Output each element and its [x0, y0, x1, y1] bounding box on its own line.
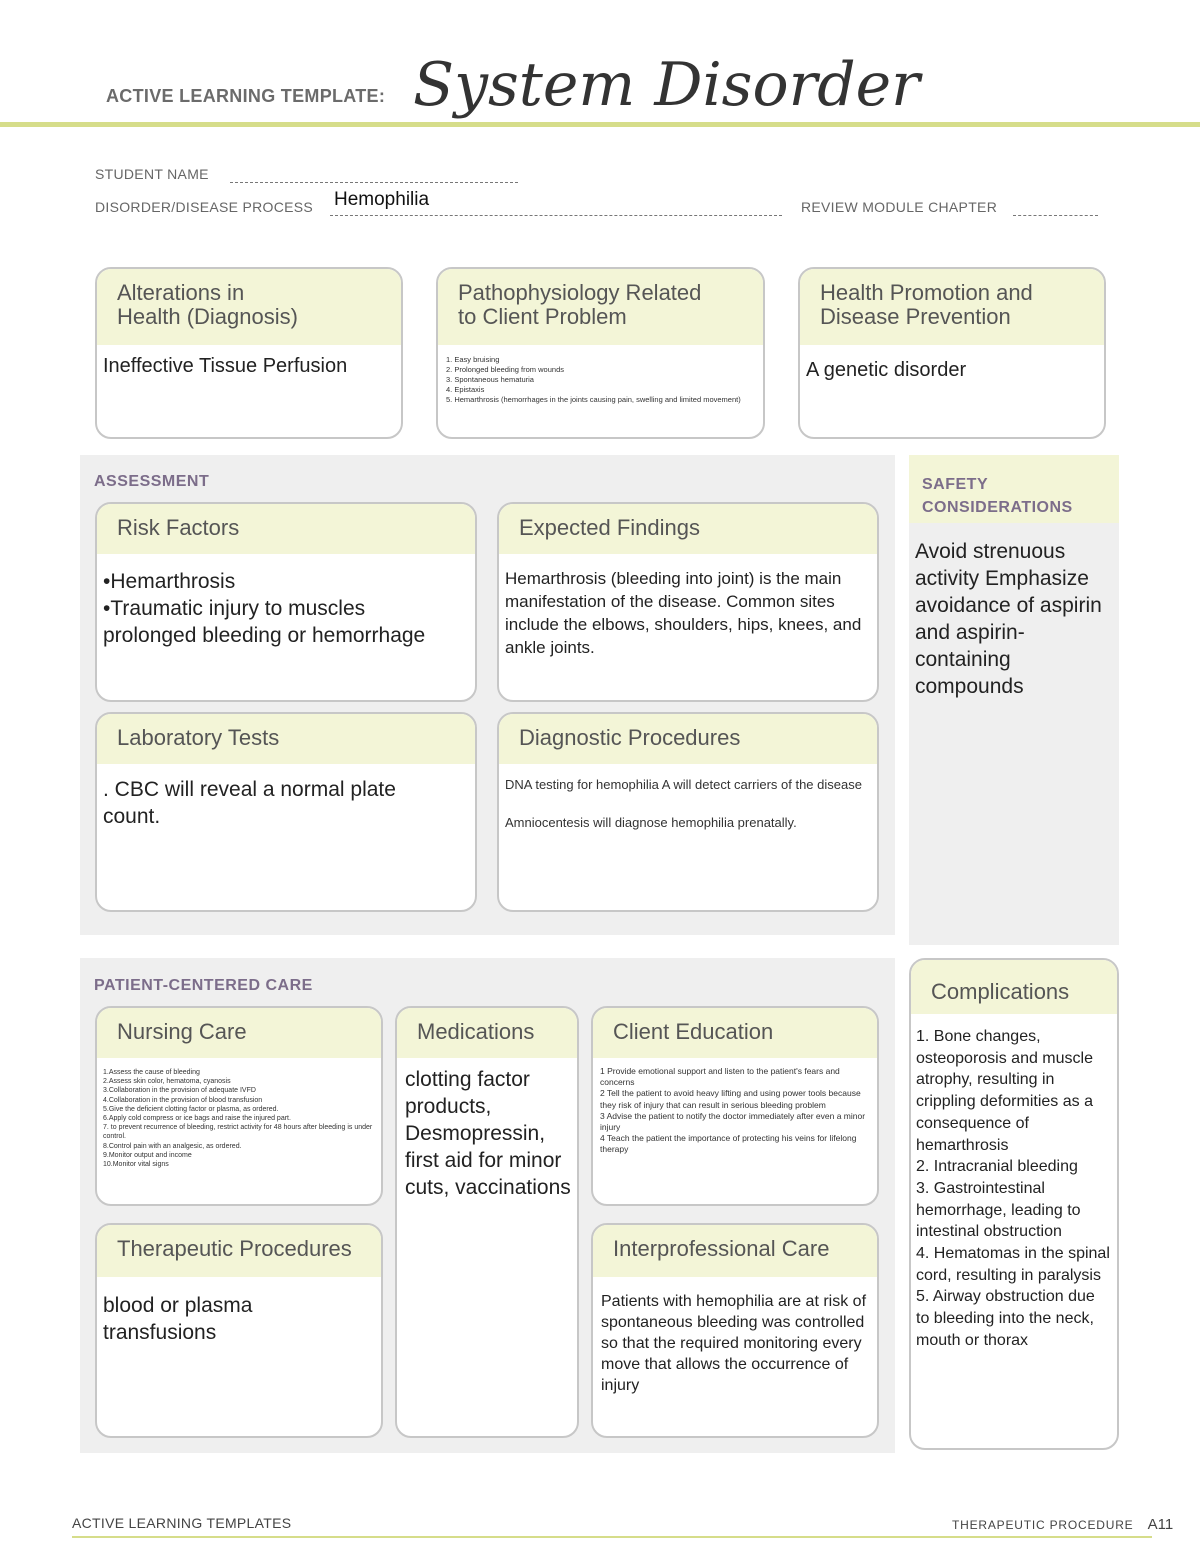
medications-title: Medications: [417, 1019, 535, 1044]
list-item: 4.Collaboration in the provision of blood transfusion: [103, 1096, 263, 1104]
list-item: 3. Spontaneous hematuria: [446, 375, 534, 384]
footer-right: [952, 1516, 1173, 1533]
list-item: 3.Collaboration in the provision of adequate IVFD: [103, 1087, 256, 1095]
safety-content: Avoid strenuous activity Emphasize avoidance of aspirin and aspirin-containing compounds: [915, 540, 1102, 698]
diagnostic-procedures-title: Diagnostic Procedures: [519, 725, 741, 750]
alterations-box: [95, 267, 403, 439]
disorder-field[interactable]: [330, 215, 782, 216]
list-item: 5.Give the deficient clotting factor or plasma, as ordered.: [103, 1105, 279, 1113]
laboratory-tests-box: [95, 712, 477, 912]
expected-findings-content: Hemarthrosis (bleeding into joint) is the main manifestation of the disease. Common sites include the elbows, shoulders, hips, knees, and ankle joints.: [505, 569, 862, 657]
list-item: 9.Monitor output and income: [103, 1151, 192, 1159]
list-item: 5. Airway obstruction due to bleeding into the neck, mouth or thorax: [916, 1288, 1095, 1349]
nursing-care-header: [97, 1008, 381, 1058]
list-item: 10.Monitor vital signs: [103, 1161, 169, 1169]
risk-factor-line: prolonged bleeding or hemorrhage: [103, 624, 426, 647]
complications-list: [911, 1014, 1117, 1352]
list-item: 4. Hematomas in the spinal cord, resulting in paralysis: [916, 1245, 1110, 1284]
disorder-value: Hemophilia: [334, 189, 430, 210]
health-promotion-box: [798, 267, 1106, 439]
list-item: 2 Tell the patient to avoid heavy lifting and using power tools because they risk of injury that can result in serious bleeding problem: [600, 1088, 861, 1110]
risk-factor-line: •Hemarthrosis: [103, 570, 236, 593]
health-promotion-content: A genetic disorder: [806, 359, 967, 381]
diagnostic-procedures-header: [499, 714, 877, 764]
client-education-title: Client Education: [613, 1019, 774, 1044]
complications-box: [909, 958, 1119, 1450]
interprofessional-care-content: Patients with hemophilia are at risk of spontaneous bleeding was controlled so that the required monitoring every move that allows the occurrence of injury: [601, 1293, 867, 1394]
risk-factors-header: [97, 504, 475, 554]
health-promotion-title-2: Disease Prevention: [820, 304, 1011, 329]
alterations-title-1: Alterations in: [117, 280, 245, 305]
list-item: 1. Bone changes, osteoporosis and muscle atrophy, resulting in crippling deformities as a consequence of hemarthrosis: [916, 1028, 1093, 1154]
list-item: 2. Intracranial bleeding: [916, 1158, 1078, 1176]
expected-findings-header: [499, 504, 877, 554]
safety-title-2: CONSIDERATIONS: [922, 499, 1073, 516]
nursing-care-list: [97, 1058, 381, 1169]
laboratory-tests-title: Laboratory Tests: [117, 725, 280, 750]
safety-panel: [909, 455, 1119, 945]
student-name-label: STUDENT NAME: [95, 166, 209, 182]
list-item: 7. to prevent recurrence of bleeding, restrict activity for 48 hours after bleeding is under control.: [103, 1124, 373, 1141]
expected-findings-box: [497, 502, 879, 702]
list-item: 5. Hemarthrosis (hemorrhages in the joints causing pain, swelling and limited movement): [446, 395, 741, 404]
risk-factors-box: [95, 502, 477, 702]
health-promotion-title-1: Health Promotion and: [820, 280, 1033, 305]
medications-header: [397, 1008, 577, 1058]
safety-title-1: SAFETY: [922, 476, 989, 493]
footer-procedure-label: THERAPEUTIC PROCEDURE: [952, 1518, 1134, 1532]
risk-factor-line: •Traumatic injury to muscles: [103, 597, 366, 620]
health-promotion-header: [800, 269, 1104, 345]
medications-box: [395, 1006, 579, 1438]
footer-rule: [72, 1536, 1152, 1538]
risk-factors-title: Risk Factors: [117, 515, 240, 540]
list-item: 4 Teach the patient the importance of protecting his veins for lifelong therapy: [600, 1133, 857, 1155]
interprofessional-care-title: Interprofessional Care: [613, 1236, 830, 1261]
assessment-title: ASSESSMENT: [94, 473, 210, 490]
expected-findings-title: Expected Findings: [519, 515, 700, 540]
alterations-content: Ineffective Tissue Perfusion: [103, 355, 348, 377]
therapeutic-procedures-header: [97, 1225, 381, 1277]
complications-title: Complications: [931, 979, 1070, 1004]
patient-care-title: PATIENT-CENTERED CARE: [94, 977, 313, 994]
interprofessional-care-box: [591, 1223, 879, 1438]
alterations-title-2: Health (Diagnosis): [117, 304, 298, 329]
alterations-header: [97, 269, 401, 345]
list-item: 3 Advise the patient to notify the doctor immediately after even a minor injury: [600, 1110, 866, 1133]
therapeutic-procedures-box: [95, 1223, 383, 1438]
laboratory-tests-header: [97, 714, 475, 764]
diagnostic-procedures-content: [499, 764, 877, 838]
medications-content: clotting factor products, Desmopressin, first aid for minor cuts, vaccinations: [405, 1068, 571, 1199]
therapeutic-procedures-title: Therapeutic Procedures: [117, 1236, 352, 1261]
pathophysiology-header: [438, 269, 763, 345]
list-item: 3. Gastrointestinal hemorrhage, leading to intestinal obstruction: [916, 1179, 1081, 1241]
header-rule: [0, 122, 1200, 127]
complications-header: [911, 960, 1117, 1014]
student-name-field[interactable]: [230, 182, 518, 183]
list-item: 2. Prolonged bleeding from wounds: [446, 365, 564, 374]
pathophysiology-list: [438, 345, 763, 405]
pathophysiology-box: [436, 267, 765, 439]
list-item: 4. Epistaxis: [446, 385, 485, 394]
list-item: 6.Apply cold compress or ice bags and raise the injured part.: [103, 1115, 291, 1123]
template-title: System Disorder: [413, 50, 920, 120]
diagnostic-para: Amniocentesis will diagnose hemophilia prenatally.: [505, 815, 797, 830]
risk-factors-content: [97, 554, 475, 655]
pathophysiology-title-2: to Client Problem: [458, 304, 627, 329]
client-education-header: [593, 1008, 877, 1058]
therapeutic-procedures-content: blood or plasma transfusions: [103, 1294, 253, 1344]
list-item: 8.Control pain with an analgesic, as ordered.: [103, 1142, 242, 1150]
list-item: 1. Easy bruising: [446, 355, 500, 364]
disorder-label: DISORDER/DISEASE PROCESS: [95, 199, 314, 215]
safety-title: [922, 473, 1073, 519]
review-chapter-field[interactable]: [1013, 215, 1098, 216]
client-education-list: [593, 1058, 877, 1156]
footer-page-number: A11: [1147, 1516, 1174, 1533]
client-education-box: [591, 1006, 879, 1206]
review-chapter-label: REVIEW MODULE CHAPTER: [801, 199, 998, 215]
pathophysiology-title-1: Pathophysiology Related: [458, 280, 702, 305]
diagnostic-procedures-box: [497, 712, 879, 912]
diagnostic-para: DNA testing for hemophilia A will detect carriers of the disease: [505, 777, 862, 792]
footer-left: ACTIVE LEARNING TEMPLATES: [72, 1515, 292, 1531]
interprofessional-care-header: [593, 1225, 877, 1277]
template-label: ACTIVE LEARNING TEMPLATE:: [106, 86, 386, 106]
list-item: 2.Assess skin color, hematoma, cyanosis: [103, 1078, 231, 1086]
nursing-care-title: Nursing Care: [117, 1019, 247, 1044]
laboratory-tests-content: . CBC will reveal a normal plate count.: [103, 778, 396, 828]
list-item: 1.Assess the cause of bleeding: [103, 1069, 200, 1076]
nursing-care-box: [95, 1006, 383, 1206]
list-item: 1 Provide emotional support and listen to the patient's fears and concerns: [600, 1066, 840, 1088]
